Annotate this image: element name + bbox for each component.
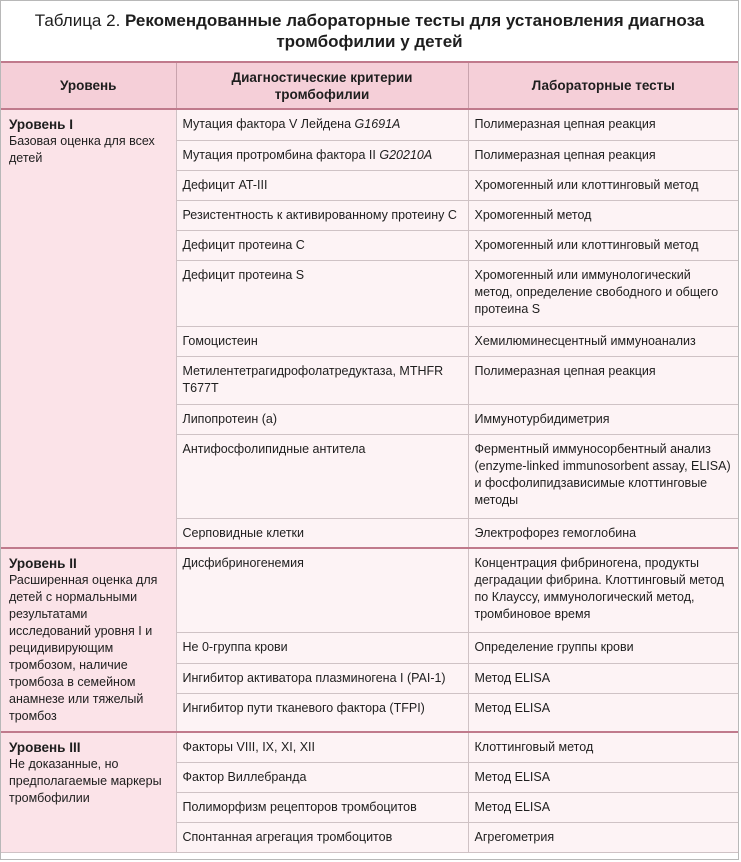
level-name: Уровень III: [9, 740, 81, 755]
thrombophilia-tests-table: [1, 61, 738, 853]
test-cell: Хромогенный или клоттинговый метод: [468, 230, 738, 260]
test-cell: Метод ELISA: [468, 663, 738, 693]
test-cell: Метод ELISA: [468, 694, 738, 732]
criterion-code: G1691A: [354, 117, 401, 131]
test-cell: Агрегометрия: [468, 822, 738, 852]
level-description: Базовая оценка для всех детей: [9, 134, 155, 165]
criterion-cell: Дефицит AT-III: [176, 170, 468, 200]
header-tests: Лабораторные тесты: [468, 62, 738, 109]
criterion-cell: Дефицит протеина C: [176, 230, 468, 260]
test-cell: Хромогенный или клоттинговый метод: [468, 170, 738, 200]
level-name: Уровень I: [9, 117, 73, 132]
criterion-cell: Факторы VIII, IX, XI, XII: [176, 732, 468, 762]
level-description: Не доказанные, но предполагаемые маркеры тромбофилии: [9, 757, 162, 805]
criterion-cell: Гомоцистеин: [176, 326, 468, 356]
criterion-text: Мутация протромбина фактора II: [182, 147, 380, 162]
test-cell: Концентрация фибриногена, продукты деградации фибрина. Клоттинговый метод по Клауссу, иммунологический метод, тромбиновое время: [468, 548, 738, 633]
level-cell: [1, 548, 176, 732]
table-caption-number: Таблица 2.: [34, 11, 126, 30]
level-cell: [1, 109, 176, 548]
test-cell: Полимеразная цепная реакция: [468, 356, 738, 404]
table-row: [1, 548, 738, 633]
table-caption: [1, 1, 738, 61]
criterion-cell: Дисфибриногенемия: [176, 548, 468, 633]
criterion-cell: Ингибитор активатора плазминогена I (PAI-1): [176, 663, 468, 693]
criterion-cell: Серповидные клетки: [176, 518, 468, 548]
test-cell: Полимеразная цепная реакция: [468, 109, 738, 140]
criterion-cell: Ингибитор пути тканевого фактора (TFPI): [176, 694, 468, 732]
criterion-cell: Дефицит протеина S: [176, 260, 468, 326]
criterion-cell: [176, 109, 468, 140]
table-row: [1, 732, 738, 762]
test-cell: Определение группы крови: [468, 633, 738, 663]
header-row: [1, 62, 738, 109]
table-row: [1, 109, 738, 140]
test-cell: Электрофорез гемоглобина: [468, 518, 738, 548]
criterion-cell: Метилентетрагидрофолатредуктаза, MTHFR T677T: [176, 356, 468, 404]
criterion-cell: Спонтанная агрегация тромбоцитов: [176, 822, 468, 852]
criterion-cell: Липопротеин (a): [176, 404, 468, 434]
test-cell: Хромогенный метод: [468, 200, 738, 230]
table-caption-title: Рекомендованные лабораторные тесты для установления диагноза тромбофилии у детей: [125, 11, 705, 51]
level-cell: [1, 732, 176, 852]
test-cell: Клоттинговый метод: [468, 732, 738, 762]
level-name: Уровень II: [9, 556, 77, 571]
criterion-code: G20210A: [379, 147, 433, 162]
header-level: Уровень: [1, 62, 176, 109]
criterion-cell: Не 0-группа крови: [176, 633, 468, 663]
test-cell: Полимеразная цепная реакция: [468, 140, 738, 170]
criterion-cell: Резистентность к активированному протеину C: [176, 200, 468, 230]
criterion-text: Мутация фактора V Лейдена: [182, 117, 355, 131]
test-cell: Метод ELISA: [468, 762, 738, 792]
criterion-cell: [176, 140, 468, 170]
header-criteria: Диагностические критерии тромбофилии: [176, 62, 468, 109]
test-cell: Метод ELISA: [468, 792, 738, 822]
criterion-cell: Фактор Виллебранда: [176, 762, 468, 792]
criterion-cell: Антифосфолипидные антитела: [176, 434, 468, 518]
level-description: Расширенная оценка для детей с нормальными результатами исследований уровня I и рецидивирующим тромбозом, наличие тромбоза в семейном анамнезе или тяжелый тромбоз: [9, 573, 158, 723]
criterion-cell: Полиморфизм рецепторов тромбоцитов: [176, 792, 468, 822]
test-cell: Хромогенный или иммунологический метод, определение свободного и общего протеина S: [468, 260, 738, 326]
test-cell: Иммунотурбидиметрия: [468, 404, 738, 434]
test-cell: Хемилюминесцентный иммуноанализ: [468, 326, 738, 356]
test-cell: Ферментный иммуносорбентный анализ (enzyme-linked immunosorbent assay, ELISA) и фосфолипидзависимые клоттинговые методы: [468, 434, 738, 518]
